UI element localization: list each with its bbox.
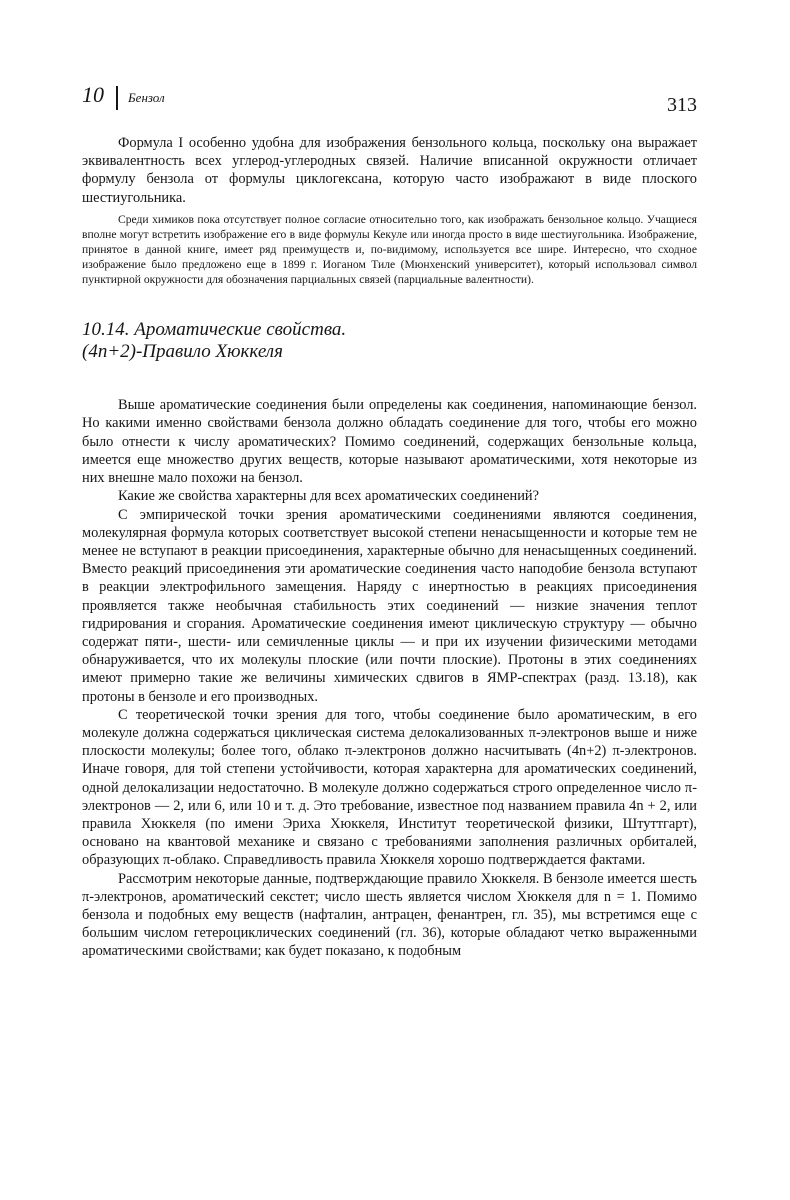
- running-header: [82, 80, 697, 120]
- header-divider: [116, 86, 118, 110]
- chapter-number: 10: [82, 82, 104, 107]
- paragraph-empirical-view: С эмпирической точки зрения ароматическими соединениями являются соединения, молекулярная формула которых соответствует высокой степени ненасыщенности и которые тем не менее не вступают в реакции присоединения, характерные обычно для ненасыщенных соединений. Вместо реакций присоединения эти ароматические соединения часто наподобие бензола вступают в реакции электрофильного замещения. Наряду с инертностью в реакциях присоединения проявляется также необычная стабильность этих соединений — низкие значения теплот гидрирования и сгорания. Ароматические соединения имеют циклическую структуру — обычно содержат пяти-, шести- или семичленные циклы — и при их изучении физическими методами обнаруживается, что их молекулы плоские (или почти плоские). Протоны в этих соединениях имеют примерно такие же величины химических сдвигов в ЯМР-спектрах (разд. 13.18), как протоны в бензоле и его производных.: [82, 506, 697, 705]
- paragraph-question: Какие же свойства характерны для всех ароматических соединений?: [118, 488, 539, 505]
- paragraph-formula-i: Формула I особенно удобна для изображения бензольного кольца, поскольку она выражает эквивалентность всех углерод-углеродных связей. Наличие вписанной окружности отличает формулу бензола от формулы циклогексана, которую часто изображают в виде плоского шестиугольника.: [82, 135, 697, 206]
- paragraph-theoretical-view: С теоретической точки зрения для того, чтобы соединение было ароматическим, в его молекуле должна содержаться циклическая система делокализованных π-электронов выше и ниже плоскости молекулы; более того, облако π-электронов должно насчитывать (4n+2) π-электронов. Иначе говоря, для той степени устойчивости, которая характерна для ароматических соединений, одной делокализации недостаточно. В молекуле должно содержаться строго определенное число π-электронов — 2, или 6, или 10 и т. д. Это требование, известное под названием правила 4n + 2, или правила Хюккеля (по имени Эриха Хюккеля, Институт теоретической физики, Штуттгарт), основано на квантовой механике и связано с требованиями заполнения различных орбиталей, образующих π-облако. Справедливость правила Хюккеля хорошо подтверждается фактами.: [82, 706, 697, 869]
- chapter-title: Бензол: [128, 90, 165, 105]
- footnote-paragraph: Среди химиков пока отсутствует полное согласие относительно того, как изображать бензольное кольцо. Учащиеся вполне могут встретить изображение его в виде формулы Кекуле или иногда просто в виде шестиугольника. Изображение, принятое в данной книге, имеет ряд преимуществ и, по-видимому, используется все шире. Интересно, что сходное изображение было предложено еще в 1899 г. Иоганом Тиле (Мюнхенский университет), который использовал символ пунктирной окружности для обозначения парциальных связей (парциальные валентности).: [82, 212, 697, 287]
- section-heading: [82, 319, 697, 363]
- page-number: 313: [667, 94, 697, 116]
- paragraph-huckel-evidence: Рассмотрим некоторые данные, подтверждающие правило Хюккеля. В бензоле имеется шесть π-электронов, ароматический секстет; число шесть является числом Хюккеля для n = 1. Помимо бензола и подобных ему веществ (нафталин, антрацен, фенантрен, гл. 35), мы встретимся еще с большим числом гетероциклических соединений (гл. 36), которые обладают четко выраженными ароматическими свойствами; как будет показано, к подобным: [82, 870, 697, 960]
- section-heading-line-1: 10.14. Ароматические свойства.: [82, 319, 347, 341]
- paragraph-aromatic-definition: Выше ароматические соединения были определены как соединения, напоминающие бензол. Но какими именно свойствами бензола должно обладать соединение для того, чтобы его можно было отнести к числу ароматических? Помимо соединений, содержащих бензольные кольца, имеется еще множество других веществ, которые называют ароматическими, хотя некоторые из них внешне мало похожи на бензол.: [82, 397, 697, 487]
- section-heading-line-2: (4n+2)-Правило Хюккеля: [82, 341, 283, 363]
- page-body: [82, 134, 697, 961]
